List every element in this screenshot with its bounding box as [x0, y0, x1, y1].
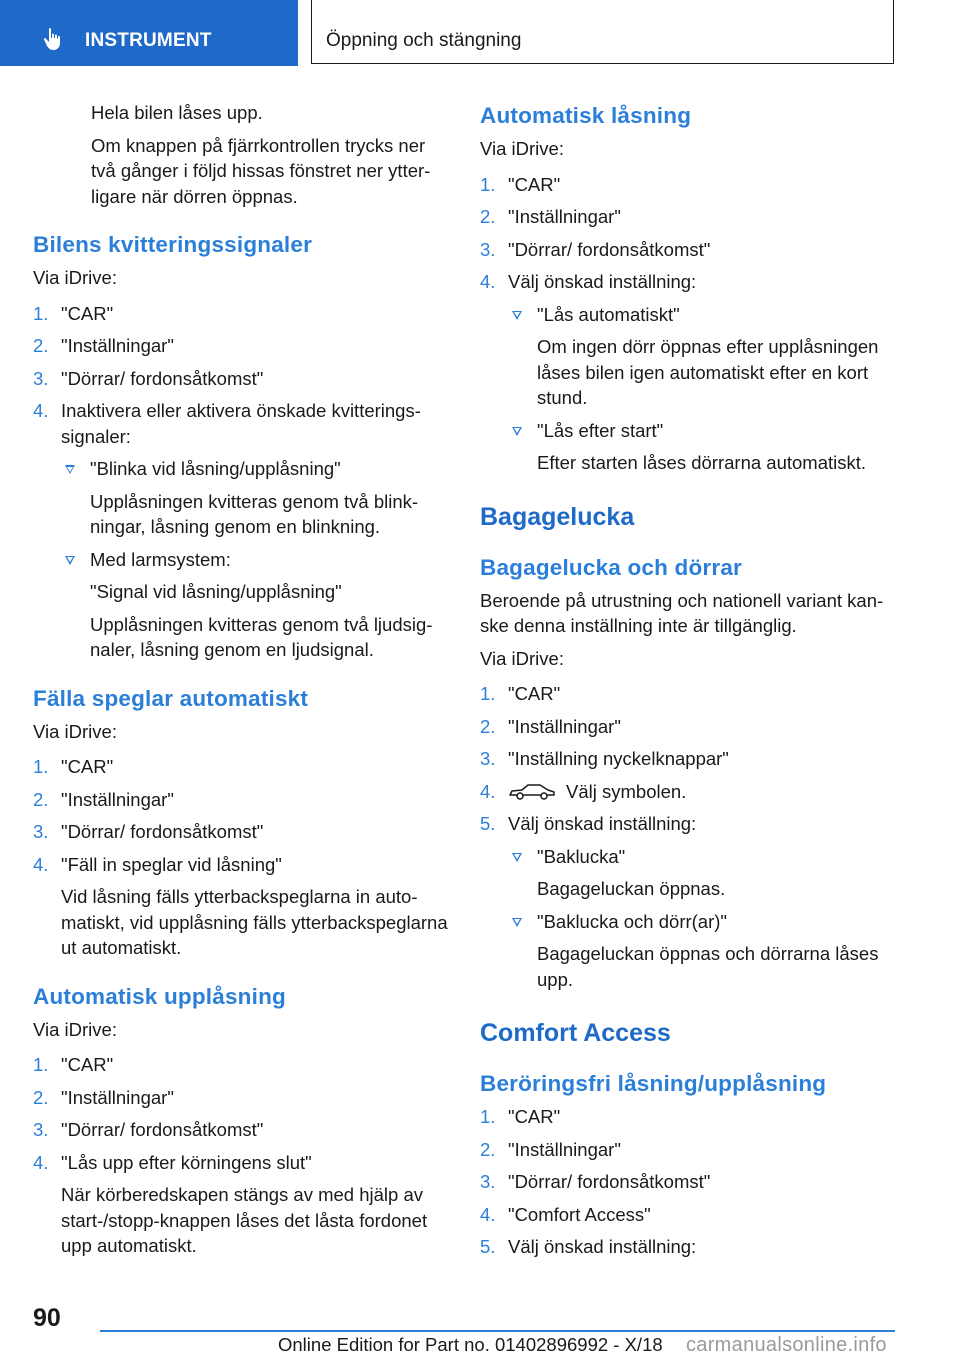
step-text: "CAR"	[508, 683, 561, 704]
option-list	[508, 302, 895, 476]
step-text: "Dörrar/ fordonsåtkomst"	[61, 1119, 264, 1140]
option-title: "Blinka vid låsning/upplåsning"	[90, 458, 341, 479]
step-number: 2.	[480, 1138, 496, 1160]
step-number: 5.	[480, 1236, 496, 1257]
step-number: 3.	[33, 367, 49, 389]
step-text: "Dörrar/ fordonsåtkomst"	[508, 1171, 711, 1192]
step-text: "Inställningar"	[61, 788, 174, 810]
step-item	[33, 787, 448, 813]
step-item	[480, 681, 895, 707]
step-number: 2.	[33, 335, 49, 356]
step-number: 3.	[480, 1171, 496, 1192]
step-item	[480, 811, 895, 992]
right-column	[480, 100, 895, 1267]
edition-label: Online Edition for Part no. 01402896992 - X/18	[278, 1334, 663, 1355]
step-number: 4.	[480, 271, 496, 292]
step-item	[33, 301, 448, 327]
step-number: 2.	[33, 788, 49, 810]
option-item	[61, 456, 448, 540]
step-item	[33, 1052, 448, 1078]
step-number: 4.	[480, 1203, 496, 1225]
option-item	[508, 909, 895, 993]
step-number: 1.	[480, 173, 496, 195]
step-text: "CAR"	[61, 756, 114, 777]
step-item	[480, 746, 895, 772]
step-text: Välj önskad inställning:	[508, 271, 697, 292]
step-text: "Dörrar/ fordonsåtkomst"	[508, 238, 711, 260]
step-item	[33, 333, 448, 359]
option-item	[508, 418, 895, 476]
step-item	[480, 1137, 895, 1163]
section-tab	[311, 0, 894, 64]
option-text: Efter starten låses dörrarna automatiskt.	[537, 452, 867, 473]
step-number: 3.	[33, 821, 49, 842]
step-number: 4.	[480, 780, 496, 802]
section-heading: Beröringsfri låsning/upplåsning	[480, 1071, 827, 1096]
footer-divider	[100, 1330, 895, 1332]
option-title: "Baklucka och dörr(ar)"	[537, 910, 727, 932]
step-text: "Inställningar"	[508, 206, 621, 227]
step-item	[33, 366, 448, 392]
via-idrive-label: Via iDrive:	[33, 267, 117, 288]
step-number: 5.	[480, 813, 496, 834]
option-list	[61, 456, 448, 663]
step-description: När körberedskapen stängs av med hjälp av start-/stopp-knappen låses det låsta fordonet upp automatiskt.	[61, 1184, 428, 1256]
option-text: Om ingen dörr öppnas efter upplåsningen låses bilen igen automatiskt efter en kort stund.	[537, 336, 879, 408]
step-list	[33, 754, 448, 961]
option-title: "Lås efter start"	[537, 419, 664, 441]
section-heading: Bagagelucka och dörrar	[480, 554, 742, 580]
option-subtitle: "Signal vid låsning/upplåsning"	[90, 581, 342, 602]
step-list	[33, 1052, 448, 1259]
step-text: Välj önskad inställning:	[508, 813, 697, 834]
section-heading: Automatisk upplåsning	[33, 983, 286, 1009]
page-number: 90	[33, 1304, 61, 1332]
step-text: "Dörrar/ fordonsåtkomst"	[61, 367, 264, 389]
step-number: 1.	[480, 683, 496, 704]
section-heading: Automatisk låsning	[480, 103, 692, 128]
step-item	[480, 204, 895, 230]
option-title: "Lås automatiskt"	[537, 303, 680, 325]
step-item	[480, 1202, 895, 1228]
option-text: Upplåsningen kvitteras genom två ljudsignaler, låsning genom en ljudsignal.	[90, 613, 433, 660]
step-item	[33, 1150, 448, 1259]
step-text: "Dörrar/ fordonsåtkomst"	[61, 821, 264, 842]
step-number: 3.	[480, 748, 496, 769]
step-text: "CAR"	[61, 1054, 114, 1075]
step-number: 1.	[480, 1106, 496, 1127]
step-text-label: Välj symbolen.	[566, 780, 687, 802]
triangle-bullet-icon	[65, 465, 75, 474]
via-idrive-label: Via iDrive:	[480, 647, 564, 669]
step-item	[33, 819, 448, 845]
step-number: 1.	[33, 756, 49, 777]
step-number: 4.	[33, 853, 49, 875]
triangle-bullet-icon	[512, 311, 522, 320]
section-label: Öppning och stängning	[326, 30, 522, 51]
step-text: "CAR"	[508, 173, 561, 195]
step-number: 2.	[480, 206, 496, 227]
step-item	[33, 398, 448, 663]
step-item	[480, 1234, 895, 1260]
step-list	[480, 172, 895, 476]
step-item	[480, 1169, 895, 1195]
option-text: Upplåsningen kvitteras genom två blinkningar, låsning genom en blinkning.	[90, 490, 419, 537]
step-text: Inaktivera eller aktivera önskade kvitteringssignaler:	[61, 400, 421, 447]
step-list	[33, 301, 448, 663]
step-number: 1.	[33, 1054, 49, 1075]
option-text: Bagageluckan öppnas.	[537, 878, 726, 899]
chapter-label: INSTRUMENT	[85, 30, 212, 51]
triangle-bullet-icon	[512, 918, 522, 927]
step-text: "CAR"	[61, 302, 114, 324]
option-title: "Baklucka"	[537, 845, 626, 867]
step-text: "Inställningar"	[508, 1138, 621, 1160]
step-text: "Comfort Access"	[508, 1203, 651, 1225]
step-text: "Inställningar"	[61, 335, 174, 356]
step-list	[480, 1104, 895, 1260]
step-number: 2.	[33, 1086, 49, 1108]
step-number: 3.	[480, 238, 496, 260]
step-text: "Lås upp efter körningens slut"	[61, 1151, 312, 1173]
option-item	[61, 547, 448, 663]
hand-pointer-icon	[40, 26, 66, 52]
intro-paragraph: Beroende på utrustning och nationell variant kanske denna inställning inte är tillgänglig.	[480, 589, 884, 636]
option-item	[508, 302, 895, 411]
step-text: "Inställningar"	[61, 1086, 174, 1108]
triangle-bullet-icon	[65, 556, 75, 565]
section-heading: Bilens kvitteringssignaler	[33, 232, 313, 257]
via-idrive-label: Via iDrive:	[33, 1018, 117, 1040]
step-description: Vid låsning fälls ytterbackspeglarna in automatiskt, vid upplåsning fälls ytterbackspeglarna ut automatiskt.	[61, 886, 448, 958]
step-item	[480, 779, 895, 805]
step-item	[33, 852, 448, 961]
chapter-tab[interactable]	[0, 0, 298, 66]
triangle-bullet-icon	[512, 427, 522, 436]
step-text: "CAR"	[508, 1106, 561, 1127]
left-column	[33, 100, 448, 1266]
triangle-bullet-icon	[512, 853, 522, 862]
intro-paragraph: Om knappen på fjärrkontrollen trycks ner två gånger i följd hissas fönstret ner ytterligare när dörren öppnas.	[91, 134, 431, 207]
intro-paragraph: Hela bilen låses upp.	[91, 102, 263, 123]
step-number: 2.	[480, 715, 496, 737]
step-text: "Inställningar"	[508, 715, 621, 737]
step-text: Välj önskad inställning:	[508, 1236, 697, 1257]
step-item	[480, 269, 895, 476]
chapter-heading: Bagagelucka	[480, 502, 635, 531]
step-number: 4.	[33, 400, 49, 421]
step-list	[480, 681, 895, 992]
step-item	[33, 754, 448, 780]
page-header	[0, 0, 960, 66]
step-text: "Inställning nyckelknappar"	[508, 748, 729, 769]
car-outline-icon	[508, 781, 556, 801]
watermark: carmanualsonline.info	[686, 1334, 887, 1356]
step-number: 1.	[33, 302, 49, 324]
option-item	[508, 844, 895, 902]
step-item	[480, 172, 895, 198]
step-item	[480, 714, 895, 740]
step-item	[480, 1104, 895, 1130]
step-text: "Fäll in speglar vid låsning"	[61, 853, 282, 875]
step-number: 3.	[33, 1119, 49, 1140]
step-item	[480, 237, 895, 263]
option-title: Med larmsystem:	[90, 548, 231, 570]
option-list	[508, 844, 895, 993]
step-item	[33, 1085, 448, 1111]
via-idrive-label: Via iDrive:	[33, 720, 117, 742]
step-text	[508, 779, 895, 805]
via-idrive-label: Via iDrive:	[480, 138, 564, 159]
step-number: 4.	[33, 1151, 49, 1173]
option-text: Bagageluckan öppnas och dörrarna låses upp.	[537, 943, 879, 990]
chapter-heading: Comfort Access	[480, 1019, 671, 1047]
section-heading: Fälla speglar automatiskt	[33, 685, 309, 711]
step-item	[33, 1117, 448, 1143]
